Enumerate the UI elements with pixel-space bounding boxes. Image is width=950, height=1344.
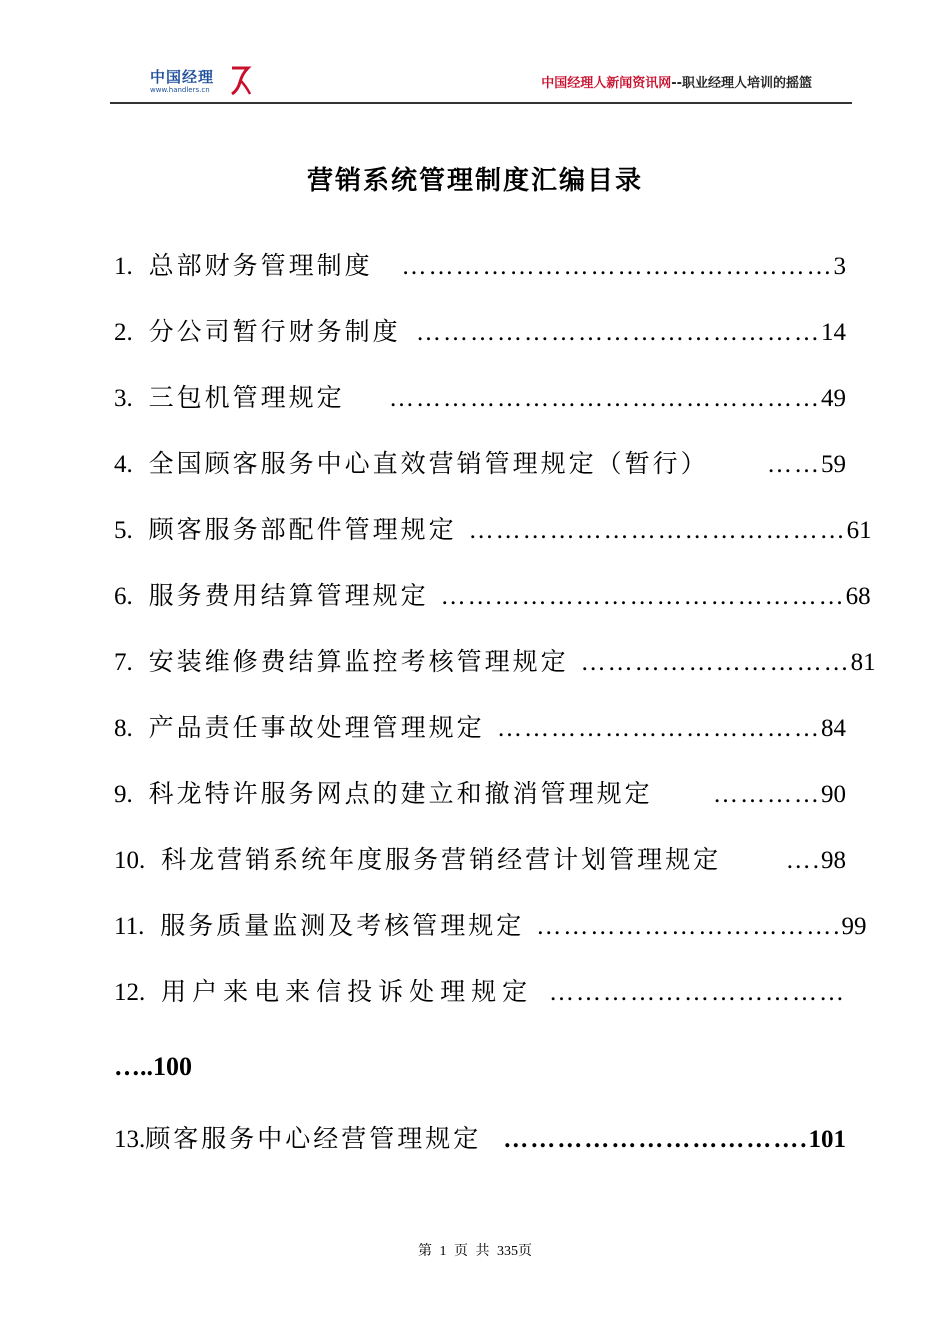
slogan-site: 中国经理人新闻资讯网 bbox=[541, 76, 672, 91]
toc-title: 科龙营销系统年度服务营销经营计划管理规定 bbox=[161, 845, 722, 874]
toc-entry[interactable] bbox=[114, 510, 872, 550]
toc-leader: ………… bbox=[713, 781, 821, 808]
toc-page: 84 bbox=[821, 715, 846, 742]
toc-number: 2. bbox=[114, 319, 133, 346]
toc-page: 59 bbox=[821, 451, 846, 478]
toc-page: 98 bbox=[821, 847, 846, 874]
toc-entry[interactable] bbox=[114, 708, 846, 748]
toc-number: 5. bbox=[114, 517, 133, 544]
toc-number: 8. bbox=[114, 715, 133, 742]
page-header bbox=[110, 62, 852, 106]
toc-leader: ……………………………………… bbox=[440, 583, 846, 610]
toc-number: 3. bbox=[114, 385, 133, 412]
toc-leader: ………………………………………… bbox=[389, 385, 821, 412]
toc-title: 服务费用结算管理规定 bbox=[148, 581, 429, 610]
toc-title: 顾客服务部配件管理规定 bbox=[148, 515, 457, 544]
toc-entry[interactable] bbox=[114, 576, 871, 616]
toc-title: 顾客服务中心经营管理规定 bbox=[145, 1124, 482, 1153]
toc-page: 14 bbox=[821, 319, 846, 346]
toc-entry[interactable] bbox=[114, 312, 846, 352]
toc-title: 用户来电来信投诉处理规定 bbox=[161, 977, 534, 1006]
toc-page: 61 bbox=[846, 517, 872, 544]
toc-leader: …………………………… bbox=[549, 979, 846, 1006]
logo-mark-icon bbox=[228, 64, 254, 96]
toc-title: 产品责任事故处理管理规定 bbox=[148, 713, 485, 742]
logo bbox=[150, 62, 260, 98]
toc-leader: ……………………………. bbox=[503, 1126, 809, 1153]
toc-title: 服务质量监测及考核管理规定 bbox=[160, 911, 525, 940]
logo-text: 中国经理 bbox=[150, 68, 215, 86]
toc-title: 分公司暂行财务制度 bbox=[148, 317, 401, 346]
toc-leader: ……………………………………… bbox=[416, 319, 821, 346]
toc-number: 10. bbox=[114, 847, 146, 874]
toc-leader: ……………………………. bbox=[536, 913, 842, 940]
toc-entry[interactable] bbox=[114, 840, 846, 880]
toc-entry[interactable] bbox=[114, 378, 846, 418]
page-footer: 第 1 页 共 335页 bbox=[418, 1244, 532, 1259]
toc-leader: ………………………………………… bbox=[401, 253, 834, 280]
toc-page: 49 bbox=[821, 385, 846, 412]
toc-number: 1. bbox=[114, 253, 133, 280]
header-divider bbox=[110, 102, 852, 104]
toc-leader: …. bbox=[785, 847, 821, 874]
toc-page: 101 bbox=[808, 1126, 846, 1153]
toc-title: 总部财务管理制度 bbox=[148, 251, 373, 280]
toc-entry[interactable] bbox=[114, 642, 876, 682]
toc-title: 全国顾客服务中心直效营销管理规定（暂行） bbox=[148, 449, 709, 478]
toc-page: 68 bbox=[845, 583, 871, 610]
toc-entry[interactable] bbox=[114, 906, 867, 946]
toc-number: 7. bbox=[114, 649, 133, 676]
toc-title: 安装维修费结算监控考核管理规定 bbox=[148, 647, 569, 676]
toc-entry[interactable] bbox=[114, 444, 846, 484]
toc-number: 13. bbox=[114, 1126, 146, 1153]
header-slogan bbox=[541, 72, 812, 91]
toc-title: 三包机管理规定 bbox=[148, 383, 345, 412]
toc-title: 科龙特许服务网点的建立和撤消管理规定 bbox=[148, 779, 653, 808]
toc-number: 6. bbox=[114, 583, 133, 610]
toc-number: 11. bbox=[114, 913, 145, 940]
toc-entry[interactable] bbox=[114, 972, 846, 1012]
page-title: 营销系统管理制度汇编目录 bbox=[306, 166, 643, 196]
toc-continuation: …..100 bbox=[114, 1052, 192, 1081]
toc-number: 9. bbox=[114, 781, 133, 808]
toc-page: 99 bbox=[841, 913, 867, 940]
slogan-tagline: --职业经理人培训的摇篮 bbox=[671, 76, 812, 91]
toc-page: 90 bbox=[821, 781, 846, 808]
toc-leader: ……………………………… bbox=[497, 715, 821, 742]
toc-leader: …………………………………… bbox=[468, 517, 847, 544]
toc-number: 12. bbox=[114, 979, 146, 1006]
toc-entry[interactable] bbox=[114, 1119, 846, 1159]
logo-url: www.handlers.cn bbox=[150, 86, 210, 94]
toc-page: 81 bbox=[850, 649, 876, 676]
toc-page: 3 bbox=[833, 253, 846, 280]
toc-leader: …… bbox=[767, 451, 821, 478]
toc-entry[interactable] bbox=[114, 774, 846, 814]
toc-number: 4. bbox=[114, 451, 133, 478]
toc-entry[interactable] bbox=[114, 246, 846, 286]
toc-leader: ………………………… bbox=[580, 649, 851, 676]
